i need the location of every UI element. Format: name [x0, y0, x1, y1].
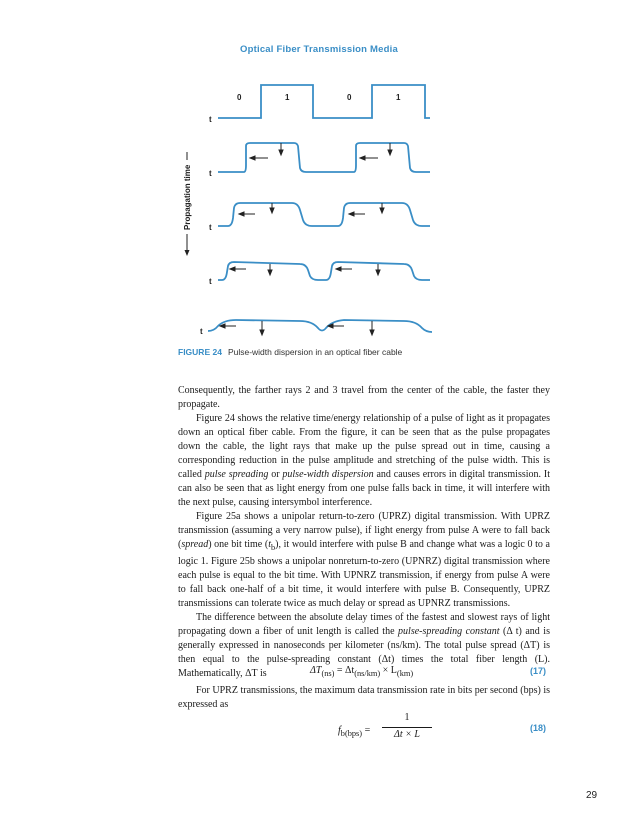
fraction-bar: [382, 727, 432, 728]
page-number: 29: [586, 790, 598, 801]
equation-18-numerator: 1: [404, 712, 410, 723]
bit-label-3: 1: [396, 93, 401, 102]
row-label-1: t: [209, 115, 212, 124]
figure-caption-text: Pulse-width dispersion in an optical fiber cable: [227, 347, 403, 357]
pulse-dispersion-figure: [0, 0, 638, 380]
equation-number-18: (18): [530, 723, 547, 733]
equation-number-17: (17): [530, 666, 547, 676]
spread-arrows: [220, 156, 378, 328]
body-text-2: [178, 684, 550, 712]
waveform-row-4: [218, 262, 430, 280]
paragraph-2: Figure 24 shows the relative time/energy relationship of a pulse of light as it propagates down an optical fiber cable. From the figure, it can be seen that as the pulse propagates down the cable, the light rays that make up the pulse spread out in time, causing a corresponding reduction in the pulse amplitude and stretching of the pulse width. This is called pulse spreading or pulse-width dispersion and causes errors in digital transmission. It can also be seen that as light energy from one pulse falls back in time, it will interfere with the next pulse, causing intersymbol interference.: [178, 413, 550, 508]
row-label-4: t: [209, 277, 212, 286]
equation-18-lhs: $f_{b(bps)}$ =: [338, 725, 371, 738]
paragraph-5: For UPRZ transmissions, the maximum data transmission rate in bits per second (bps) is expressed as: [178, 685, 550, 710]
bit-label-0: 0: [237, 93, 242, 102]
bit-label-2: 0: [347, 93, 352, 102]
equation-18-denominator: Δt × L: [394, 729, 420, 740]
figure-caption: [178, 347, 402, 357]
running-header: Optical Fiber Transmission Media: [240, 44, 398, 55]
paragraph-3: Figure 25a shows a unipolar return-to-zero (UPRZ) digital transmission. With UPRZ transmission (assuming a very narrow pulse), if light energy from pulse A were to fall back (spread) one bit time $(t_b)$, it would interfere with pulse B and change what was a logic 0 to a logic 1. Figure 25b shows a unipolar nonreturn-to-zero (UPNRZ) digital transmission where each pulse is equal to the bit time. With UPNRZ transmission, if energy from pulse A were to fall back one-half of a bit time, it would interfere with pulse B. Consequently, UPRZ transmissions can tolerate twice as much delay or spread as UPNRZ transmissions.: [178, 511, 550, 609]
equation-17: $\Delta T_{(ns)} = \Delta t_{(ns/km)} \times L_{(km)}$: [310, 665, 414, 678]
figure-label: FIGURE 24: [178, 347, 222, 357]
axis-label: Propagation time: [183, 164, 192, 230]
paragraph-1: Consequently, the farther rays 2 and 3 travel from the center of the cable, the faster they propagate.: [178, 385, 550, 410]
waveform-row-2: [218, 143, 430, 172]
row-label-5: t: [200, 327, 203, 336]
propagation-time-axis: [183, 152, 192, 256]
row-label-2: t: [209, 169, 212, 178]
body-text: [178, 384, 550, 681]
row-label-3: t: [209, 223, 212, 232]
paragraph-4: The difference between the absolute delay times of the fastest and slowest rays of light propagating down a fiber of unit length is called the pulse-spreading constant (Δ t) and is generally expressed in nanoseconds per kilometer (ns/km). The total pulse spread (ΔT) is then equal to the pulse-spreading constant (Δt) times the total fiber length (L). Mathematically, ΔT is: [178, 612, 550, 679]
waveform-row-5: [208, 320, 432, 332]
bit-label-1: 1: [285, 93, 290, 102]
